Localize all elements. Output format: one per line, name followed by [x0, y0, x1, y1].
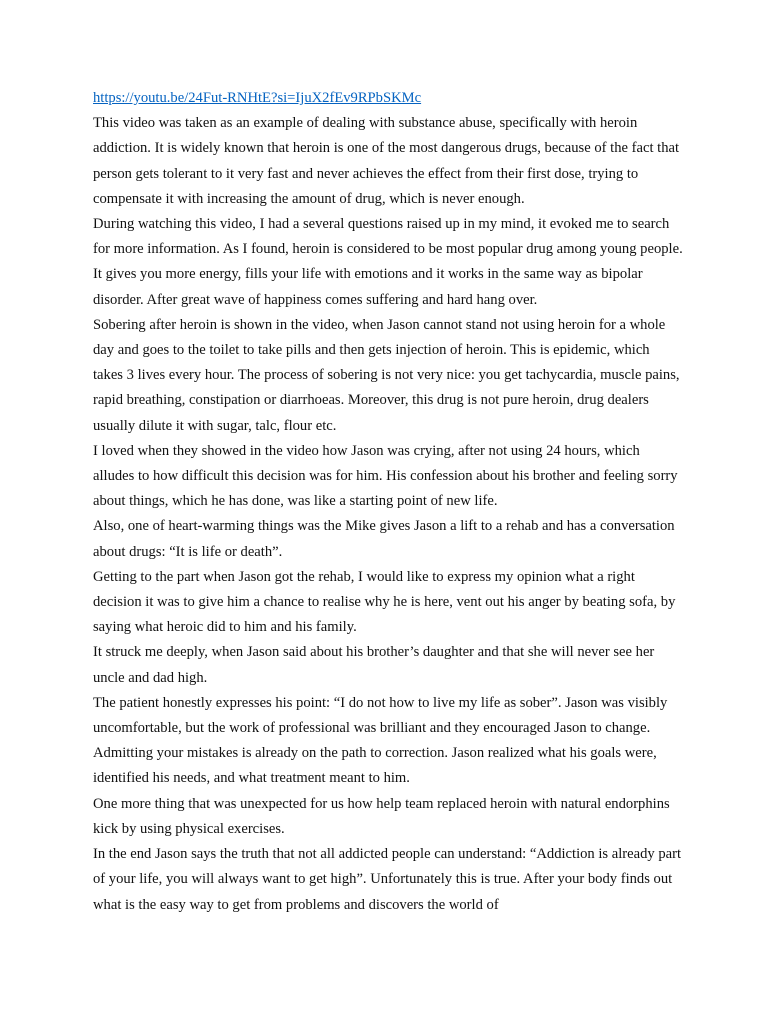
paragraph-mike-lift: Also, one of heart-warming things was the Mike gives Jason a lift to a rehab and has a conversation about drugs: “It is life or death”.	[93, 518, 675, 560]
paragraph-struck: It struck me deeply, when Jason said about his brother’s daughter and that she will never see her uncle and dad high.	[93, 644, 655, 686]
paragraph-questions: During watching this video, I had a several questions raised up in my mind, it evoked me to search for more information. As I found, heroin is considered to be most popular drug among young people. It gives you more energy, fills your life with emotions and it works in the same way as bipolar disorder. After great wave of happiness comes suffering and hard hang over.	[93, 216, 683, 308]
paragraph-crying: I loved when they showed in the video how Jason was crying, after not using 24 hours, which alludes to how difficult this decision was for him. His confession about his brother and feeling sorry about things, which he has done, was like a starting point of new life.	[93, 442, 678, 510]
document-body	[93, 86, 683, 918]
paragraph-patient: The patient honestly expresses his point: “I do not how to live my life as sober”. Jason was visibly uncomfortable, but the work of professional was brilliant and they encouraged Jason to change. Admitting your mistakes is already on the path to correction. Jason realized what his goals were, identified his needs, and what treatment meant to him.	[93, 694, 668, 787]
paragraph-unexpected: One more thing that was unexpected for us how help team replaced heroin with natural endorphins kick by using physical exercises.	[93, 795, 670, 837]
paragraph-end: In the end Jason says the truth that not all addicted people can understand: “Addiction is already part of your life, you will always want to get high”. Unfortunately this is true. After your body finds out what is the easy way to get from problems and discovers the world of	[93, 846, 682, 913]
paragraph-sobering: Sobering after heroin is shown in the video, when Jason cannot stand not using heroin for a whole day and goes to the toilet to take pills and then gets injection of heroin. This is epidemic, which takes 3 lives every hour. The process of sobering is not very nice: you get tachycardia, muscle pains, rapid breathing, constipation or diarrhoeas. Moreover, this drug is not pure heroin, drug dealers usually dilute it with sugar, talc, flour etc.	[93, 316, 680, 434]
paragraph-rehab: Getting to the part when Jason got the rehab, I would like to express my opinion what a right decision it was to give him a chance to realise why he is here, vent out his anger by beating sofa, by saying what heroic did to him and his family.	[93, 568, 676, 636]
youtube-link[interactable]: https://youtu.be/24Fut-RNHtE?si=IjuX2fEv9RPbSKMc	[93, 90, 422, 106]
paragraph-intro: This video was taken as an example of dealing with substance abuse, specifically with heroin addiction. It is widely known that heroin is one of the most dangerous drugs, because of the fact that person gets tolerant to it very fast and never achieves the effect from their first dose, trying to compensate it with increasing the amount of drug, which is never enough.	[93, 115, 680, 207]
